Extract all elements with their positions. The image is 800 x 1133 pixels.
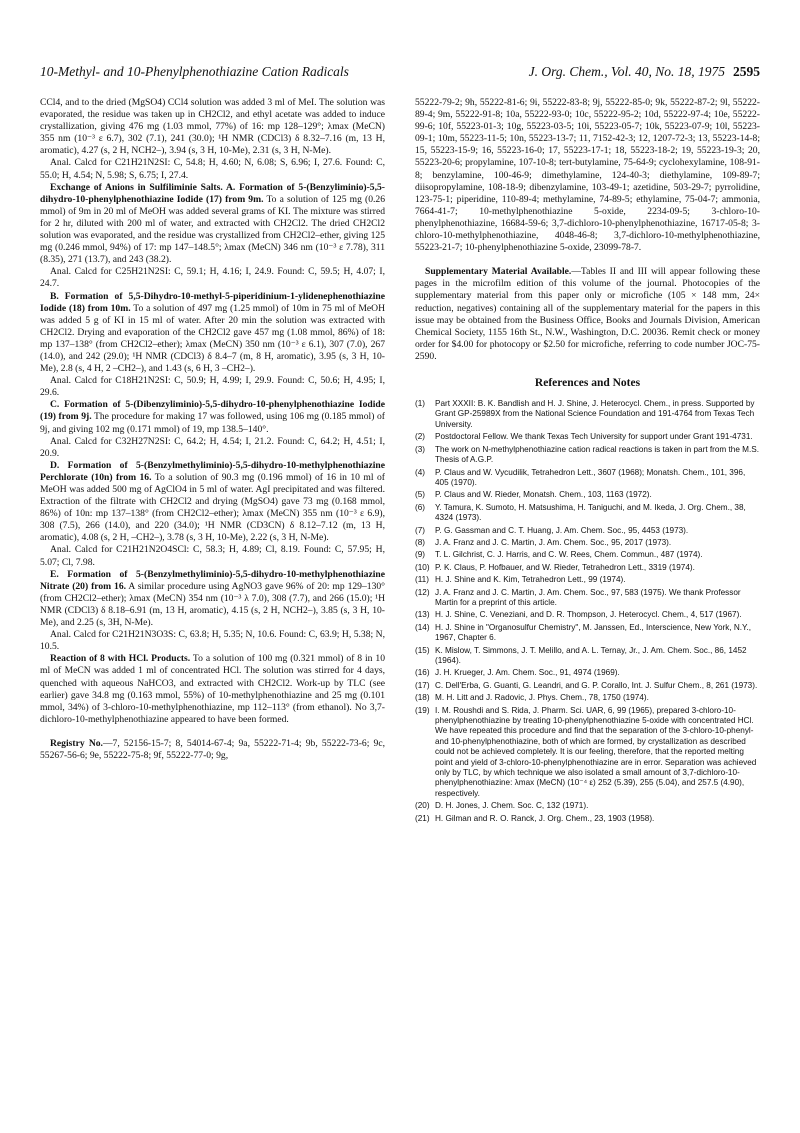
analysis-paragraph: Anal. Calcd for C21H21N2O4SCl: C, 58.3; H, 4.89; Cl, 8.19. Found: C, 57.95; H, 5.07; Cl, 7.98. (40, 544, 385, 568)
section-paragraph (40, 653, 385, 726)
reference-text: The work on N-methylphenothiazine cation radical reactions is taken in part from the M.S. Thesis of A.G.P. (435, 444, 760, 465)
supplementary-text: —Tables II and III will appear following these pages in the microfilm edition of this volume of the journal. Photocopies of the supplementary material from this paper only or microfiche (105 × 148 mm, 24× reduction, negatives) containing all of the supplementary material for the papers in this issue may be obtained from the Business Office, Books and Journals Division, American Chemical Society, 1155 16th St., N.W., Washington, D.C. 20036. Remit check or money order for $4.00 for photocopy or $2.50 for microfiche, referring to code number JOC-75-2590. (415, 266, 760, 362)
reference-number: (3) (415, 444, 426, 454)
reference-text: H. J. Shine, C. Veneziani, and D. R. Thompson, J. Heterocycl. Chem., 4, 517 (1967). (435, 610, 742, 620)
section-heading: B. Formation of 5,5-Dihydro-10-methyl-5-piperidinium-1-ylidenephenothiazine Iodide (18) from 10m. (40, 290, 385, 314)
registry-label: Registry No. (50, 737, 103, 749)
supplementary-paragraph (415, 266, 760, 363)
registry-continued: 55222-79-2; 9h, 55222-81-6; 9i, 55222-83-8; 9j, 55222-85-0; 9k, 55222-87-2; 9l, 55222-89-4; 9m, 55222-91-8; 10a, 55222-93-0; 10c, 55222-95-2; 10d, 55222-97-4; 10e, 55222-99-6; 10f, 55223-01-3; 10g, 55223-03-5; 10i, 55223-05-7; 10k, 55223-07-9; 10l, 55223-09-1; 10m, 55223-11-5; 10n, 55223-13-7; 11, 7152-42-3; 12, 1207-72-3; 13, 55223-14-8; 15, 55223-15-9; 16, 55223-16-0; 17, 55223-17-1; 18, 55223-18-2; 19, 55223-19-3; 20, 55223-20-6; propylamine, 107-10-8; tert-butylamine, 75-64-9; cyclohexylamine, 108-91-8; benzylamine, 100-46-9; dimethylamine, 124-40-3; diethylamine, 109-89-7; diisopropylamine, 108-18-9; dibenzylamine, 103-49-1; azetidine, 503-29-7; pyrrolidine, 123-75-1; piperidine, 110-89-4; methylamine, 74-89-5; ethylamine, 75-04-7; ammonia, 7664-41-7; 10-methylphenothiazine 5-oxide, 2234-09-5; 3-chloro-10-phenylphenothiazine, 16684-59-6; 3,7-dichloro-10-phenylphenothiazine, 16717-05-8; 3-chloro-10-methylphenothiazine, 4048-46-8; 3,7-dichloro-10-methylphenothiazine, 55223-21-7; 10-phenylphenothiazine 5-oxide, 23099-78-7. (415, 97, 760, 254)
section-text: To a solution of 90.3 mg (0.196 mmol) of 16 in 10 ml of MeOH was added 500 mg of AgClO4 in 5 ml of water. AgI precipitated and was filtered. Extraction of the filtrate with CH2Cl2 and drying (MgSO4) gave 73 mg (0.168 mmol, 86%) of 10n: mp 137–138° (from CH2Cl2–ether); λmax (MeCN) 355 nm (10⁻³ ε 6.9), 308 (7.5), 266 (14.0), and 220 (34.0); ¹H NMR (CD3CN) δ 8.12–7.12 (m, 13 H, aromatic), 4.08 (s, 2 H, –CH2–), 3.78 (s, 3 H, 10-Me), 2.22 (s, 3 H, N-Me). (40, 471, 385, 544)
page-number: 2595 (733, 64, 760, 79)
reference-item (415, 538, 760, 548)
reference-item (415, 526, 760, 536)
section-heading: C. Formation of 5-(Dibenzyliminio)-5,5-dihydro-10-phenylphenothiazine Iodide (19) from 9j. (40, 399, 385, 423)
reference-text: Part XXXII: B. K. Bandlish and H. J. Shine, J. Heterocycl. Chem., in press. Supported by Grant GP-25989X from the National Science Foundation and 191-4764 from Texas Tech University. (435, 399, 755, 429)
reference-item (415, 588, 760, 609)
reference-item (415, 681, 760, 691)
reference-item (415, 693, 760, 703)
right-column (415, 97, 760, 826)
references-title: References and Notes (534, 376, 641, 389)
reference-item (415, 399, 760, 430)
section-text: The procedure for making 17 was followed, using 106 mg (0.185 mmol) of 9j, and giving 102 mg (0.171 mmol) of 19, mp 138.5–140°. (40, 411, 385, 435)
reference-number: (11) (415, 575, 429, 585)
supplementary-label: Supplementary Material Available. (425, 266, 572, 278)
section-heading: Reaction of 8 with HCl. Products. (50, 653, 191, 665)
reference-item (415, 623, 760, 644)
reference-item (415, 706, 760, 800)
reference-number: (5) (415, 490, 426, 500)
analysis-paragraph: Anal. Calcd for C32H27N2SI: C, 64.2; H, 4.54; I, 21.2. Found: C, 64.2; H, 4.51; I, 20.9. (40, 435, 385, 459)
section-paragraph (40, 569, 385, 629)
section-heading: Exchange of Anions in Sulfiliminie Salts. A. Formation of 5-(Benzyliminio)-5,5-dihydro-10-phenylphenothiazine Iodide (17) from 9m. (40, 181, 385, 205)
reference-text: Postdoctoral Fellow. We thank Texas Tech University for support under Grant 191-4731. (435, 432, 753, 442)
reference-text: D. H. Jones, J. Chem. Soc. C, 132 (1971). (435, 801, 589, 811)
reference-item (415, 801, 760, 811)
section-paragraph (40, 182, 385, 267)
reference-number: (13) (415, 610, 430, 620)
reference-item (415, 550, 760, 560)
left-column (40, 97, 385, 762)
reference-item (415, 468, 760, 489)
paragraph: CCl4, and to the dried (MgSO4) CCl4 solution was added 3 ml of MeI. The solution was evaporated, the residue was taken up in CH2Cl2, and ethyl acetate was added to induce crystallization, giving 476 mg (1.03 mmol, 77%) of 16: mp 128–129°; λmax (MeCN) 355 nm (10⁻³ ε 6.7), 302 (7.1), 241 (30.0); ¹H NMR (CDCl3) δ 8.32–7.16 (m, 13 H, aromatic), 4.27 (s, 2 H, NCH2–), 3.94 (s, 3 H, 10-Me), 2.31 (s, 3 H, N-Me). (40, 97, 385, 157)
reference-number: (17) (415, 680, 430, 690)
reference-text: H. J. Shine and K. Kim, Tetrahedron Lett., 99 (1974). (435, 575, 626, 585)
journal-reference: J. Org. Chem., Vol. 40, No. 18, 1975 (528, 64, 725, 79)
reference-number: (1) (415, 399, 426, 409)
section-heading: D. Formation of 5-(Benzylmethyliminio)-5,5-dihydro-10-methylphenothiazine Perchlorate (10n) from 16. (40, 459, 385, 483)
reference-number: (18) (415, 693, 430, 703)
running-title: 10-Methyl- and 10-Phenylphenothiazine Cation Radicals (40, 64, 349, 79)
reference-item (415, 814, 760, 824)
section-text: To a solution of 125 mg (0.26 mmol) of 9m in 20 ml of MeOH was added several grams of KI. The mixture was stirred for 2 hr, diluted with 200 ml of water, and extracted with CH2Cl2. The dried CH2Cl2 solution was evaporated, and the residue was crystallized from CH2Cl2–ether, giving 125 mg (0.246 mmol, 94%) of 17: mp 147–148.5°; λmax (MeCN) 346 nm (10⁻³ ε 7.78), 311 (8.35), 271 (13.7), and 243 (38.2). (40, 193, 385, 266)
reference-text: C. Dell'Erba, G. Guanti, G. Leandri, and G. P. Corallo, Int. J. Sulfur Chem., 8, 261 (1973). (435, 680, 758, 690)
reference-item (415, 490, 760, 500)
analysis-paragraph: Anal. Calcd for C18H21N2SI: C, 50.9; H, 4.99; I, 29.9. Found: C, 50.6; H, 4.95; I, 29.6. (40, 375, 385, 399)
reference-number: (2) (415, 432, 426, 442)
analysis-paragraph: Anal. Calcd for C21H21N2SI: C, 54.8; H, 4.60; N, 6.08; S, 6.96; I, 27.6. Found: C, 55.0; H, 4.54; N, 5.98; S, 6.75; I, 27.4. (40, 157, 385, 181)
section-heading: E. Formation of 5-(Benzylmethyliminio)-5,5-dihydro-10-methylphenothiazine Nitrate (20) from 16. (40, 568, 385, 592)
reference-number: (9) (415, 550, 426, 560)
reference-text: Y. Tamura, K. Sumoto, H. Matsushima, H. Taniguchi, and M. Ikeda, J. Org. Chem., 38, 4324 (1973). (435, 502, 746, 523)
reference-item (415, 610, 760, 620)
reference-item (415, 445, 760, 466)
reference-number: (7) (415, 525, 426, 535)
registry-text: —7, 52156-15-7; 8, 54014-67-4; 9a, 55222-71-4; 9b, 55222-73-6; 9c, 55267-56-6; 9e, 55222-75-8; 9f, 55222-77-0; 9g, (40, 737, 385, 761)
journal-citation (529, 64, 760, 80)
reference-text: K. Mislow, T. Simmons, J. T. Melillo, and A. L. Ternay, Jr., J. Am. Chem. Soc., 86, 1452 (1964). (435, 645, 747, 665)
reference-text: J. H. Krueger, J. Am. Chem. Soc., 91, 4974 (1969). (435, 668, 620, 678)
reference-text: H. J. Shine in "Organosulfur Chemistry", M. Janssen, Ed., Interscience, New York, N.Y., 1967, Chapter 6. (435, 622, 752, 643)
analysis-paragraph: Anal. Calcd for C21H21N3O3S: C, 63.8; H, 5.35; N, 10.6. Found: C, 63.9; H, 5.38; N, 10.5. (40, 629, 385, 653)
reference-number: (10) (415, 562, 430, 572)
reference-text: J. A. Franz and J. C. Martin, J. Am. Chem. Soc., 95, 2017 (1973). (435, 537, 672, 547)
reference-text: M. H. Litt and J. Radovic, J. Phys. Chem., 78, 1750 (1974). (435, 693, 649, 703)
reference-number: (4) (415, 467, 426, 477)
reference-item (415, 575, 760, 585)
reference-text: P. Claus and W. Rieder, Monatsh. Chem., 103, 1163 (1972). (435, 490, 652, 500)
page-header (40, 64, 760, 82)
reference-item (415, 646, 760, 667)
reference-text: H. Gilman and R. O. Ranck, J. Org. Chem., 23, 1903 (1958). (435, 813, 655, 823)
analysis-paragraph: Anal. Calcd for C25H21N2SI: C, 59.1; H, 4.16; I, 24.9. Found: C, 59.5; H, 4.07; I, 24.7. (40, 266, 385, 290)
reference-item (415, 668, 760, 678)
reference-text: P. G. Gassman and C. T. Huang, J. Am. Chem. Soc., 95, 4453 (1973). (435, 525, 689, 535)
reference-item (415, 503, 760, 524)
reference-number: (21) (415, 813, 430, 823)
reference-text: P. K. Claus, P. Hofbauer, and W. Rieder, Tetrahedron Lett., 3319 (1974). (435, 562, 695, 572)
reference-number: (6) (415, 502, 426, 512)
section-text: To a solution of 497 mg (1.25 mmol) of 10m in 75 ml of MeOH was added 5 g of KI in 15 ml of water. After 20 min the solution was extracted with CH2Cl2. Drying and evaporation of the CH2Cl2 gave 457 mg (1.08 mmol, 86%) of 18: mp 137–138° (from CH2Cl2–ether); λmax (MeCN) 350 nm (10⁻³ ε 6.1), 307 (7.0), 267 (14.0), and 242 (29.0); ¹H NMR (CDCl3) δ 8.4–7 (m, 8 H, aromatic), 3.95 (s, 3 H, 10-Me), 2.8 (s, 4 H, 2 –CH2–), and 1.43 (s, 6 H, 3 –CH2–). (40, 302, 385, 375)
section-paragraph (40, 399, 385, 435)
reference-number: (12) (415, 587, 430, 597)
reference-text: P. Claus and W. Vycudilik, Tetrahedron Lett., 3607 (1968); Monatsh. Chem., 101, 396, 405 (1970). (435, 467, 746, 487)
section-text: To a solution of 100 mg (0.321 mmol) of 8 in 10 ml of MeCN was added 1 ml of concentrated HCl. The solution was stirred for 4 days, quenched with aqueous NaHCO3, and extracted with CH2Cl2. Work-up by TLC (see earlier) gave 34.8 mg (0.163 mmol, 55%) of 10-methylphenothiazine and 25 mg (0.101 mmol, 34%) of 3-chloro-10-methylphenothiazine, mp 112–113° (from ethanol). No 3,7-dichloro-10-methylphenothiazine appeared to have been formed. (40, 653, 385, 725)
reference-number: (14) (415, 622, 430, 632)
reference-number: (8) (415, 537, 426, 547)
reference-text: J. A. Franz and J. C. Martin, J. Am. Chem. Soc., 97, 583 (1975). We thank Professor Martin for a preprint of this article. (435, 587, 741, 607)
registry-paragraph (40, 738, 385, 762)
reference-number: (16) (415, 668, 430, 678)
reference-text: T. L. Gilchrist, C. J. Harris, and C. W. Rees, Chem. Commun., 487 (1974). (435, 550, 703, 560)
reference-number: (15) (415, 645, 430, 655)
section-text: A similar procedure using AgNO3 gave 96% of 20: mp 129–130° (from CH2Cl2–ether); λmax (MeCN) 354 nm (10⁻³ λ 7.0), 308 (7.7), and 266 (15.0); ¹H NMR (CDCl3) δ 8.18–6.91 (m, 13 H, aromatic), 4.15 (s, 2 H, NCH2–), 3.85 (s, 3 H, 10-Me), and 2.25 (s, 3H, N-Me). (40, 580, 386, 629)
reference-item (415, 432, 760, 442)
reference-number: (19) (415, 705, 430, 715)
reference-item (415, 563, 760, 573)
section-paragraph (40, 460, 385, 545)
references-list (415, 399, 760, 824)
reference-number: (20) (415, 801, 430, 811)
reference-text: I. M. Roushdi and S. Rida, J. Pharm. Sci. UAR, 6, 99 (1965), prepared 3-chloro-10-phenylphenothiazine by treating 10-phenylphenothiazine 5-oxide with concentrated HCl. We have repeated this procedure and find that the separation of the 3-chloro-10-phenyl- and 10-phenylphenothiazine, both of which are formed, by crystallization as described could not be achieved completely. It is our feeling, therefore, that the reported melting point and yield of 3-chloro-10-phenylphenothiazine are in error. Separation was achieved only by TLC, by which technique we also isolated a small amount of 3,7-dichloro-10-phenylphenothiazine: λmax (MeCN) (10⁻⁴ ε) 252 (5.39), 255 (5.04), and 257.5 (4.90), respectively. (435, 705, 757, 798)
section-paragraph (40, 291, 385, 376)
